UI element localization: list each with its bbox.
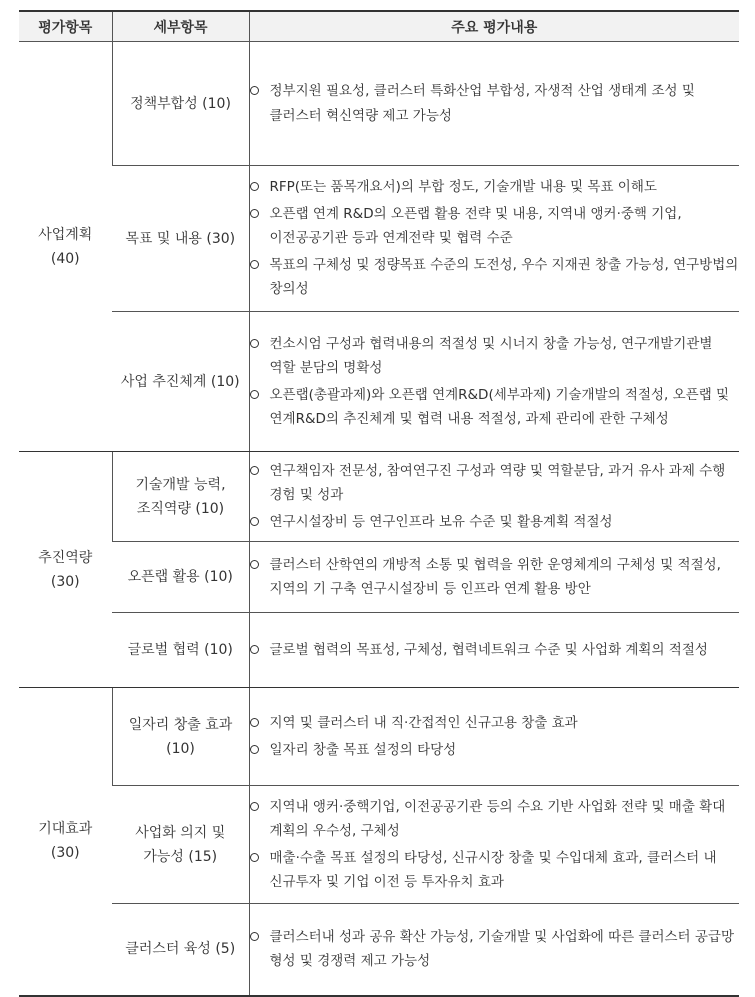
subitem-name: 일자리 창출 효과	[128, 716, 233, 733]
category-name: 사업계획	[38, 226, 93, 243]
content-cell	[249, 688, 739, 786]
circle-bullet-icon	[250, 802, 259, 811]
list-item: 연구시설장비 등 연구인프라 보유 수준 및 활용계획 적절성	[250, 510, 740, 534]
category-score: (30)	[50, 845, 80, 862]
circle-bullet-icon	[250, 645, 259, 654]
circle-bullet-icon	[250, 718, 259, 727]
circle-bullet-icon	[250, 339, 259, 348]
list-item: 클러스터내 성과 공유 확산 가능성, 기술개발 및 사업화에 따른 클러스터 공급망 형성 및 경쟁력 제고 가능성	[250, 925, 740, 974]
circle-bullet-icon	[250, 932, 259, 941]
category-score: (30)	[50, 573, 80, 590]
header-subitem: 세부항목	[112, 11, 249, 42]
circle-bullet-icon	[250, 86, 259, 95]
circle-bullet-icon	[250, 517, 259, 526]
list-item: RFP(또는 품목개요서)의 부합 정도, 기술개발 내용 및 목표 이해도	[250, 175, 740, 199]
list-item: 지역 및 클러스터 내 직·간접적인 신규고용 창출 효과	[250, 711, 740, 735]
table-row	[19, 42, 739, 166]
table-row	[19, 312, 739, 452]
subitem-name: 클러스터 육성 (5)	[125, 941, 236, 958]
content-cell	[249, 904, 739, 996]
subitem-name: 오픈랩 활용 (10)	[127, 569, 233, 585]
category-name: 추진역량	[38, 549, 93, 566]
subitem-name: 정책부합성 (10)	[130, 95, 231, 112]
category-cell	[19, 452, 112, 688]
list-item: 오픈랩 연계 R&D의 오픈랩 활용 전략 및 내용, 지역내 앵커·중핵 기업, 이전공공기관 등과 연계전략 및 협력 수준	[250, 202, 740, 251]
circle-bullet-icon	[250, 853, 259, 862]
category-cell	[19, 42, 112, 452]
subitem-cell	[112, 452, 249, 542]
subitem-name: 목표 및 내용 (30)	[125, 230, 236, 247]
category-cell	[19, 688, 112, 996]
table-row	[19, 542, 739, 613]
list-item: 오픈랩(총괄과제)와 오픈랩 연계R&D(세부과제) 기술개발의 적절성, 오픈랩 및 연계R&D의 추진체계 및 협력 내용 적절성, 과제 관리에 관한 구체성	[250, 383, 740, 432]
content-cell	[249, 542, 739, 613]
table-row	[19, 904, 739, 996]
circle-bullet-icon	[250, 560, 259, 569]
circle-bullet-icon	[250, 182, 259, 191]
content-cell	[249, 166, 739, 312]
circle-bullet-icon	[250, 390, 259, 399]
circle-bullet-icon	[250, 745, 259, 754]
content-cell	[249, 312, 739, 452]
content-cell	[249, 452, 739, 542]
category-score: (40)	[50, 250, 80, 267]
content-cell	[249, 42, 739, 166]
list-item: 목표의 구체성 및 정량목표 수준의 도전성, 우수 지재권 창출 가능성, 연구방법의 창의성	[250, 253, 740, 302]
subitem-score: (10)	[166, 740, 195, 757]
list-item: 매출·수출 목표 설정의 타당성, 신규시장 창출 및 수입대체 효과, 클러스터 내 신규투자 및 기업 이전 등 투자유치 효과	[250, 846, 740, 895]
subitem-score: 가능성 (15)	[143, 848, 218, 865]
list-item: 정부지원 필요성, 클러스터 특화산업 부합성, 자생적 산업 생태계 조성 및 클러스터 혁신역량 제고 가능성	[250, 79, 740, 128]
subitem-cell	[112, 312, 249, 452]
subitem-name: 글로벌 협력 (10)	[127, 642, 233, 658]
content-cell	[249, 786, 739, 904]
subitem-cell	[112, 688, 249, 786]
subitem-name: 기술개발 능력,	[135, 476, 226, 493]
table-row	[19, 688, 739, 786]
table-row	[19, 613, 739, 688]
list-item: 연구책임자 전문성, 참여연구진 구성과 역량 및 역할분담, 과거 유사 과제 수행 경험 및 성과	[250, 459, 740, 508]
list-item: 글로벌 협력의 목표성, 구체성, 협력네트워크 수준 및 사업화 계획의 적절성	[250, 638, 740, 662]
subitem-name: 사업화 의지 및	[135, 824, 226, 841]
subitem-cell	[112, 542, 249, 613]
header-content: 주요 평가내용	[249, 11, 739, 42]
subitem-cell	[112, 904, 249, 996]
list-item: 클러스터 산학연의 개방적 소통 및 협력을 위한 운영체계의 구체성 및 적절성, 지역의 기 구축 연구시설장비 등 인프라 연계 활용 방안	[250, 553, 740, 602]
list-item: 컨소시엄 구성과 협력내용의 적절성 및 시너지 창출 가능성, 연구개발기관별 역할 분담의 명확성	[250, 332, 740, 381]
evaluation-table	[19, 10, 739, 997]
subitem-cell	[112, 166, 249, 312]
table-row	[19, 452, 739, 542]
circle-bullet-icon	[250, 466, 259, 475]
list-item: 일자리 창출 목표 설정의 타당성	[250, 738, 740, 762]
table-row	[19, 786, 739, 904]
list-item: 지역내 앵커·중핵기업, 이전공공기관 등의 수요 기반 사업화 전략 및 매출 확대 계획의 우수성, 구체성	[250, 795, 740, 844]
header-row	[19, 11, 739, 42]
header-category: 평가항목	[19, 11, 112, 42]
subitem-score: 조직역량 (10)	[136, 500, 225, 517]
subitem-cell	[112, 786, 249, 904]
circle-bullet-icon	[250, 260, 259, 269]
subitem-cell	[112, 613, 249, 688]
subitem-name: 사업 추진체계 (10)	[120, 373, 240, 390]
circle-bullet-icon	[250, 209, 259, 218]
table-row	[19, 166, 739, 312]
content-cell	[249, 613, 739, 688]
subitem-cell	[112, 42, 249, 166]
category-name: 기대효과	[38, 821, 93, 838]
